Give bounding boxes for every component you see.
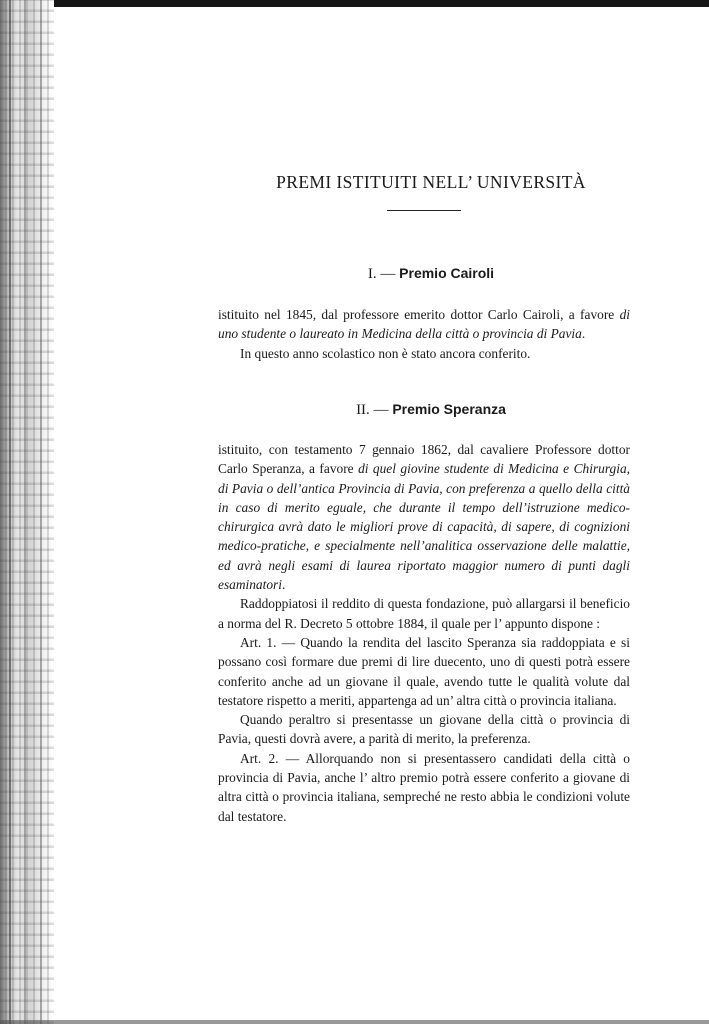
text-run: . (581, 326, 586, 342)
section-body-speranza (218, 440, 630, 826)
paragraph (218, 440, 630, 594)
section-heading-cairoli (216, 265, 646, 283)
text-run: . (281, 577, 286, 593)
article-paragraph: Art. 2. — Allorquando non si presentassero candidati della città o provincia di Pavia, anche l’ altro premio potrà essere conferito a giovane di altra città o provincia italiana, sempreché ne resto abbia le condizioni volute dal testatore. (218, 750, 630, 824)
book-binding-edge (0, 0, 54, 1024)
binding-line (24, 0, 26, 1024)
italic-text-run: di uno studente o laureato in Medicina della città o provincia di Pavia (218, 307, 630, 342)
page-bottom-edge (0, 1020, 709, 1024)
page-top-edge (0, 0, 709, 7)
binding-line (40, 0, 42, 1024)
section-heading-speranza (216, 401, 646, 419)
italic-text-run: di quel giovine studente di Medicina e Chirurgia, di Pavia o dell’antica Provincia di Pavia, con preferenza a quello della città in caso di merito eguale, che durante il tempo dell’istruzione medico-chirurgica avrà dato le migliori prove di capacità, di sapere, di cognizioni medico-pratiche, e specialmente nell’analitica osservazione delle malattie, ed avrà negli esami di laurea riportato maggior numero di punti dagli esaminatori (218, 461, 630, 593)
paragraph (218, 305, 630, 344)
section-numeral: II. — (356, 402, 389, 418)
paragraph: Quando peraltro si presentasse un giovane della città o provincia di Pavia, questi dovrà avere, a parità di merito, la preferenza. (218, 712, 630, 747)
section-body-cairoli (218, 305, 630, 363)
article-paragraph: Art. 1. — Quando la rendita del lascito Speranza sia raddoppiata e si possano così formare due premi di lire duecento, uno di questi potrà essere conferito anche ad un giovane il quale, avendo tutte le qualità volute dal testatore rispetto a meriti, appartenga ad un’ altra città o provincia italiana. (218, 634, 630, 708)
section-numeral: I. — (367, 266, 396, 282)
title-rule (387, 210, 461, 211)
paragraph: In questo anno scolastico non è stato ancora conferito. (240, 345, 531, 361)
section-name: Premio Cairoli (399, 265, 495, 281)
page-title: PREMI ISTITUITI NELL’ UNIVERSITÀ (276, 172, 586, 192)
paragraph: Raddoppiatosi il reddito di questa fondazione, può allargarsi il beneficio a norma del R. Decreto 5 ottobre 1884, il quale per l’ appunto dispone : (218, 596, 630, 631)
text-run: istituito, con testamento 7 gennaio 1862, dal cavaliere Professore dottor Carlo Speranza, a favore (218, 442, 630, 477)
section-name: Premio Speranza (392, 401, 506, 417)
text-run: istituito nel 1845, dal professore emerito dottor Carlo Cairoli, a favore (218, 307, 620, 322)
binding-line (9, 0, 11, 1024)
